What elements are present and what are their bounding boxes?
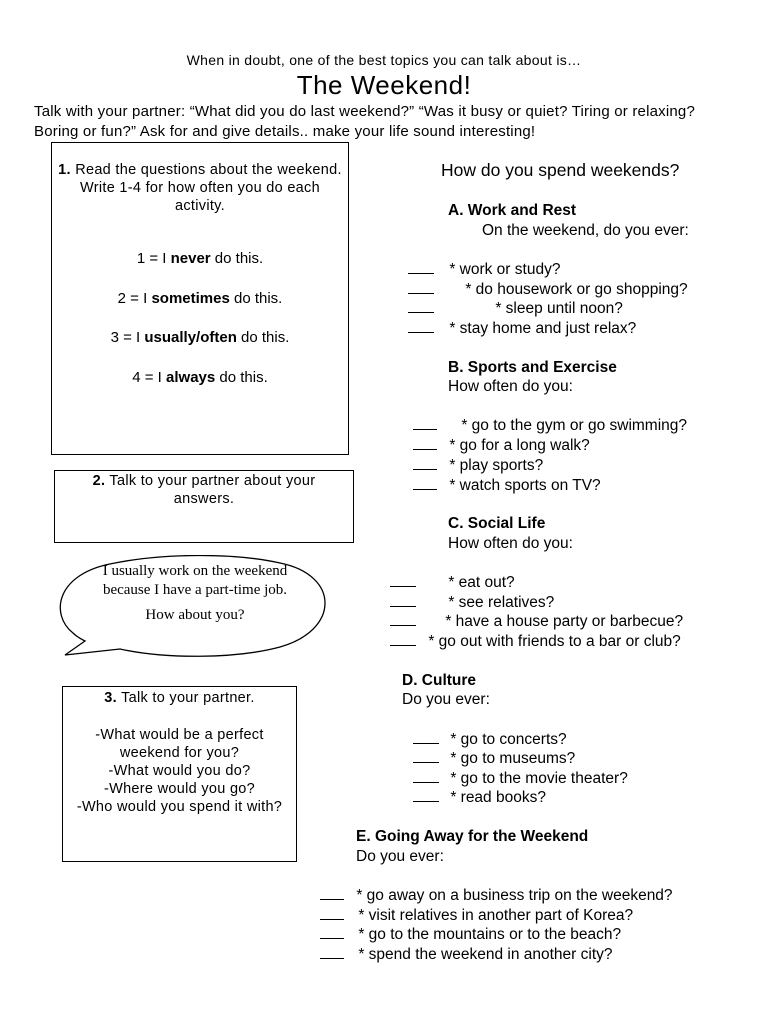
section-d-subtitle: Do you ever: (402, 691, 490, 708)
answer-blank[interactable] (413, 750, 439, 763)
bubble-text (92, 562, 298, 625)
section-e-title: E. Going Away for the Weekend (356, 828, 589, 845)
item-text: * go to concerts? (450, 731, 567, 748)
section-b-subtitle: How often do you: (448, 378, 573, 395)
page-title: The Weekend! (296, 70, 472, 100)
item-text: * work or study? (449, 261, 561, 278)
list-item (320, 946, 613, 964)
box1-instructions: Read the questions about the weekend. Write 1-4 for how often you do each activity. (75, 162, 342, 214)
item-text: * go out with friends to a bar or club? (428, 633, 681, 650)
list-item (413, 457, 543, 475)
scale-4-prefix: 4 = I (132, 369, 167, 386)
box3-number: 3. (104, 690, 117, 706)
scale-1-bold: never (170, 250, 211, 267)
list-item (413, 770, 628, 788)
list-item (408, 300, 623, 318)
box3-instructions: Talk to your partner. (121, 690, 255, 706)
list-item (390, 633, 681, 651)
item-text: * go to the gym or go swimming? (461, 417, 688, 434)
scale-1-suffix: do this. (210, 250, 264, 267)
box1-text (58, 161, 342, 215)
box3-questions (75, 726, 284, 816)
list-item (390, 613, 683, 631)
answer-blank[interactable] (408, 261, 434, 274)
section-a-subtitle: On the weekend, do you ever: (482, 222, 689, 239)
scale-line-2 (52, 290, 348, 307)
item-text: * go to the mountains or to the beach? (358, 926, 622, 943)
section-heading: How do you spend weekends? (441, 160, 680, 180)
answer-blank[interactable] (390, 574, 416, 587)
item-text: * go away on a business trip on the weekend? (356, 887, 673, 904)
list-item (413, 750, 575, 768)
list-item (390, 574, 515, 592)
scale-3-bold: usually/often (144, 329, 237, 346)
list-item (408, 261, 560, 279)
item-text: * sleep until noon? (495, 300, 623, 317)
box1-number: 1. (58, 162, 71, 178)
list-item (408, 320, 636, 338)
scale-line-1 (52, 250, 348, 267)
box2-instructions: Talk to your partner about your answers. (109, 473, 316, 507)
answer-blank[interactable] (413, 731, 439, 744)
list-item (320, 926, 621, 944)
scale-line-4 (52, 369, 348, 386)
answer-blank[interactable] (320, 946, 344, 959)
answer-blank[interactable] (413, 457, 437, 470)
section-c-subtitle: How often do you: (448, 535, 573, 552)
list-item (320, 907, 633, 925)
answer-blank[interactable] (320, 907, 344, 920)
list-item (413, 789, 546, 807)
item-text: * go for a long walk? (449, 437, 590, 454)
list-item (390, 594, 554, 612)
scale-line-3 (52, 329, 348, 346)
item-text: * watch sports on TV? (449, 477, 601, 494)
intro-line: When in doubt, one of the best topics you can talk about is… (186, 52, 582, 68)
item-text: * see relatives? (448, 594, 555, 611)
bubble-line-1: I usually work on the weekend because I have a part-time job. (102, 563, 288, 598)
box3-header (71, 689, 288, 707)
scale-3-suffix: do this. (236, 329, 290, 346)
item-text: * stay home and just relax? (449, 320, 637, 337)
box3-question: -Where would you go? (103, 781, 256, 797)
list-item (413, 731, 567, 749)
box-talk-answers (54, 470, 354, 543)
box3-question: -Who would you spend it with? (76, 799, 283, 815)
answer-blank[interactable] (413, 789, 439, 802)
section-a-title: A. Work and Rest (448, 202, 577, 219)
section-d-title: D. Culture (402, 672, 477, 689)
answer-blank[interactable] (320, 887, 344, 900)
list-item (413, 477, 601, 495)
item-text: * eat out? (448, 574, 515, 591)
scale-3-prefix: 3 = I (110, 329, 145, 346)
box2-text (85, 472, 323, 508)
answer-blank[interactable] (390, 594, 416, 607)
scale-2-suffix: do this. (229, 290, 283, 307)
answer-blank[interactable] (413, 477, 437, 490)
answer-blank[interactable] (413, 417, 437, 430)
scale-2-prefix: 2 = I (117, 290, 152, 307)
scale-4-bold: always (166, 369, 216, 386)
list-item (413, 417, 687, 435)
answer-blank[interactable] (408, 281, 434, 294)
item-text: * go to the movie theater? (450, 770, 628, 787)
box-rating-instructions (51, 142, 349, 455)
answer-blank[interactable] (408, 300, 434, 313)
bubble-line-2: How about you? (145, 607, 245, 623)
scale-4-suffix: do this. (215, 369, 268, 386)
box-perfect-weekend (62, 686, 297, 862)
scale-2-bold: sometimes (151, 290, 230, 307)
instructions: Talk with your partner: “What did you do last weekend?” “Was it busy or quiet? Tiring or relaxing? Boring or fun?” Ask for and give details.. make your life sound interesting! (34, 103, 696, 140)
box3-question: -What would you do? (108, 763, 251, 779)
box3-question: -What would be a perfect weekend for you? (95, 727, 264, 761)
item-text: * have a house party or barbecue? (445, 613, 684, 630)
answer-blank[interactable] (408, 320, 434, 333)
section-c-title: C. Social Life (448, 515, 546, 532)
item-text: * visit relatives in another part of Korea? (358, 907, 634, 924)
box2-number: 2. (92, 473, 106, 489)
section-b-title: B. Sports and Exercise (448, 359, 617, 376)
item-text: * spend the weekend in another city? (358, 946, 613, 963)
item-text: * go to museums? (450, 750, 576, 767)
section-e-subtitle: Do you ever: (356, 848, 444, 865)
item-text: * read books? (450, 789, 546, 806)
item-text: * do housework or go shopping? (465, 281, 688, 298)
answer-blank[interactable] (390, 633, 416, 646)
answer-blank[interactable] (320, 926, 344, 939)
list-item (413, 437, 590, 455)
list-item (320, 887, 673, 905)
list-item (408, 281, 688, 299)
scale-1-prefix: 1 = I (136, 250, 171, 267)
answer-blank[interactable] (413, 770, 439, 783)
item-text: * play sports? (449, 457, 544, 474)
answer-blank[interactable] (413, 437, 437, 450)
answer-blank[interactable] (390, 613, 416, 626)
